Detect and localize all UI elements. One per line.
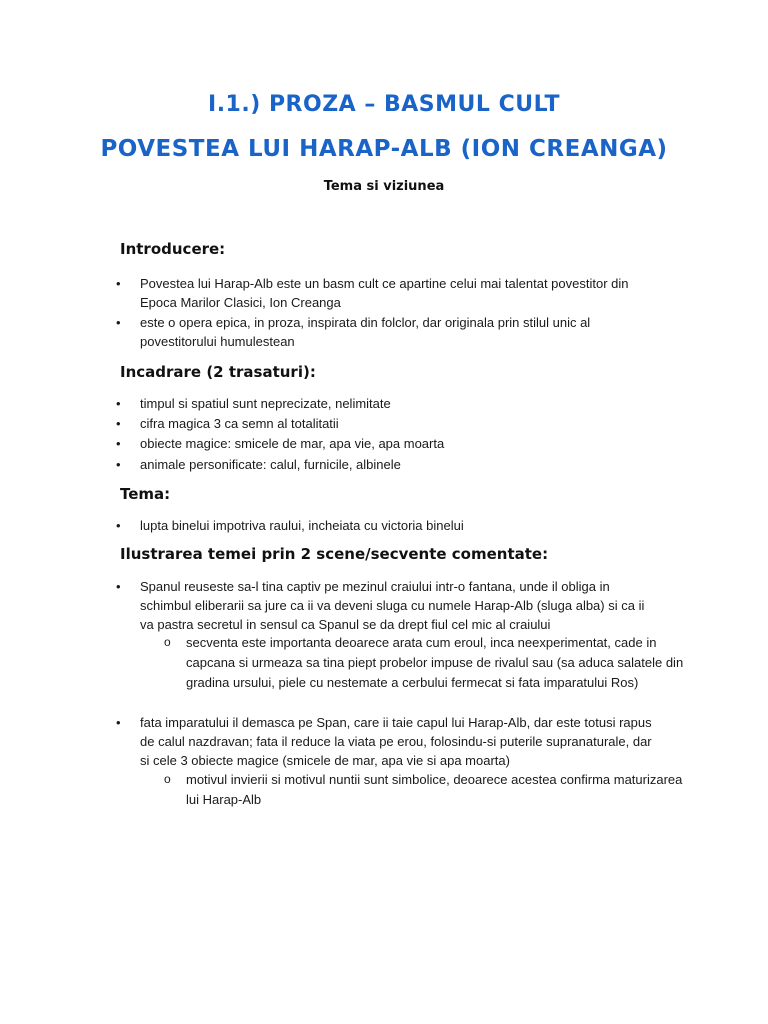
bullet-icon: • [116, 579, 121, 594]
document-page: I.1.) PROZA – BASMUL CULT POVESTEA LUI HARAP-ALB (ION CREANGA) Tema si viziunea Introducere: • Povestea lui Harap-Alb este un basm cult ce apartine celui mai talentat povestitor din Epoca Marilor Clasici, Ion Creanga • este o opera epica, in proza, inspirata din folclor, dar originala prin stilul unic al povestitorului humulestean Incadrare (2 trasaturi): • timpul si spatiul sunt neprecizate, nelimitate • cifra magica 3 ca semn al totalitatii • obiecte magice: smicele de mar, apa vie, apa moarta • animale personificate: calul, furnicile, albinele Tema: • lupta binelui impotriva raului, incheiata cu victoria binelui Ilustrarea temei prin 2 scene/secvente comentate: • Spanul reuseste sa-l tina captiv pe mezinul craiului intr-o fantana, unde il obliga in schimbul eliberarii sa jure ca ii va deveni sluga cu numele Harap-Alb (sluga alba) si ca ii va pastra secretul in sensul ca Spanul se da drept fiul cel mic al craiului o secventa este importanta deoarece arata cum eroul, inca neexperimentat, cade in capcana si urmeaza sa tina piept probelor impuse de rivalul sau (sa aduca salatele din gradina ursului, piele cu nestemate a cerbului fermecat si fata imparatului Ros) • fata imparatului il demasca pe Span, care ii taie capul lui Harap-Alb, dar este totusi rapus de calul nazdravan; fata il reduce la viata pe erou, folosindu-si puterile supranaturale, dar si cele 3 obiecte magice (smicele de mar, apa vie si apa moarta) o motivul invierii si motivul nuntii sunt simbolice, deoarece acestea confirma maturizarea lui Harap-Alb [0, 0, 768, 1024]
bullet-icon: • [116, 436, 121, 451]
heading-ilustrarea: Ilustrarea temei prin 2 scene/secvente comentate: [120, 545, 549, 563]
bullet-icon: • [116, 715, 121, 730]
bullet-icon: • [116, 315, 121, 330]
heading-introducere: Introducere: [120, 240, 226, 258]
bullet-icon: • [116, 457, 121, 472]
bullet-icon: • [116, 518, 121, 533]
document-title: I.1.) PROZA – BASMUL CULT [208, 92, 560, 117]
circle-bullet-icon: o [164, 772, 171, 786]
circle-bullet-icon: o [164, 635, 171, 649]
bullet-icon: • [116, 396, 121, 411]
heading-incadrare: Incadrare (2 trasaturi): [120, 363, 316, 381]
bullet-icon: • [116, 416, 121, 431]
section-subtitle: Tema si viziunea [323, 179, 445, 194]
bullet-icon: • [116, 276, 121, 291]
document-subtitle-title: POVESTEA LUI HARAP-ALB (ION CREANGA) [100, 136, 668, 162]
heading-tema: Tema: [120, 485, 171, 503]
